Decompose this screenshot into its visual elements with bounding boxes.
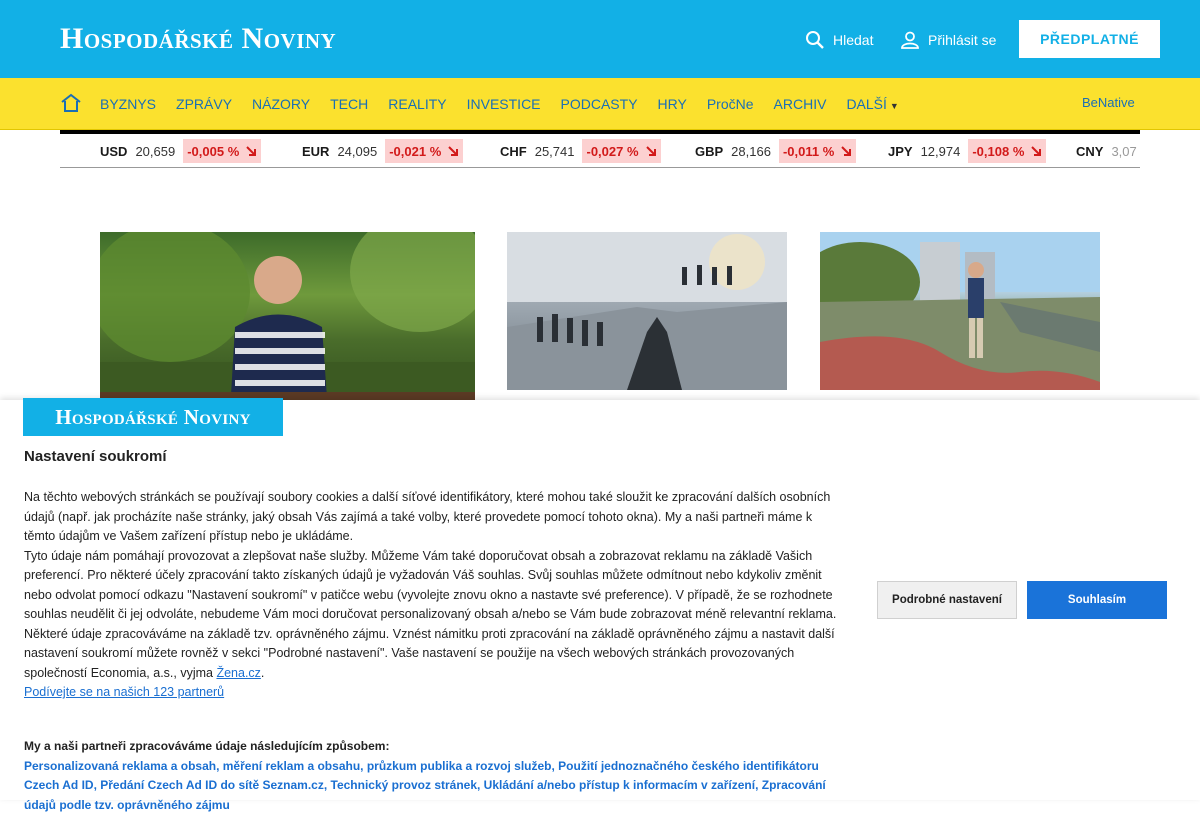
currency-rate: 28,166 [731,144,771,159]
arrow-down-right-icon [1030,145,1042,157]
ticker-item[interactable] [302,139,463,163]
currency-change [385,139,463,163]
login-button[interactable] [900,30,996,50]
change-value: -0,108 % [972,144,1024,159]
cookie-title: Nastavení soukromí [24,448,167,465]
user-icon [900,30,920,50]
currency-code: CHF [500,144,527,159]
nav-item-dalsi[interactable] [846,96,898,112]
currency-change [779,139,856,163]
search-icon [805,30,825,50]
currency-code: EUR [302,144,329,159]
currency-rate: 20,659 [135,144,175,159]
currency-rate: 24,095 [337,144,377,159]
ticker-item[interactable] [1076,139,1140,163]
benative-link[interactable]: BeNative [1082,95,1135,110]
nav-items [100,96,919,112]
nav-item-tech[interactable]: TECH [330,96,368,112]
site-logo[interactable]: Hospodářské Noviny [60,22,336,56]
currency-rate: 25,741 [535,144,575,159]
currency-change [183,139,261,163]
nav-item-reality[interactable]: REALITY [388,96,446,112]
ticker-item[interactable] [695,139,856,163]
article-photo-riverside [820,232,1100,390]
cookie-paragraph-text: Některé údaje zpracováváme na základě tzv. oprávněného zájmu. Vznést námitku proti zpracování na základě oprávněného zájmu a nastavit další nastavení soukromí můžete rovněž v sekci "Podrobné nastavení". Vaše nastavení se použije na všech webových stránkách provozovaných společností Economia, a.s., vyjma [24,627,835,680]
article-photo-chasm [507,232,787,390]
search-button[interactable] [805,30,873,50]
cookie-paragraph-end: . [261,666,264,680]
change-value: -0,027 % [586,144,638,159]
nav-item-zpravy[interactable]: ZPRÁVY [176,96,232,112]
arrow-down-right-icon [245,145,257,157]
change-value: -0,021 % [389,144,441,159]
currency-rate: 12,974 [921,144,961,159]
currency-code: CNY [1076,144,1103,159]
arrow-down-right-icon [645,145,657,157]
zena-link[interactable]: Žena.cz [216,666,260,680]
currency-rate: 3,07 [1111,144,1136,159]
currency-code: JPY [888,144,913,159]
article-image[interactable] [100,232,475,412]
nav-item-archiv[interactable]: ARCHIV [774,96,827,112]
nav-item-investice[interactable]: INVESTICE [467,96,541,112]
cookie-consent-dialog [0,400,1200,800]
login-label: Přihlásit se [928,32,996,48]
detailed-settings-button[interactable]: Podrobné nastavení [877,581,1017,619]
cookie-paragraph: Na těchto webových stránkách se používají soubory cookies a další síťové identifikátory, které mohou také sloužit ke zpracování dalších osobních údajů (např. jak procházíte naše stránky, jaký obsah Vás zajímá a také volby, které provedete pomocí tohoto okna). My a naši partneři máme k těmto údajům ve Vašem zařízení přístup nebo je ukládáme. [24,488,844,547]
nav-item-byznys[interactable]: BYZNYS [100,96,156,112]
currency-ticker [60,134,1140,168]
currency-change [968,139,1046,163]
ticker-item[interactable] [888,139,1046,163]
arrow-down-right-icon [840,145,852,157]
cookie-description [24,488,844,703]
ticker-item[interactable] [100,139,261,163]
article-image[interactable] [507,232,787,390]
change-value: -0,011 % [783,144,834,159]
arrow-down-right-icon [447,145,459,157]
currency-change [582,139,660,163]
cookie-paragraph: Tyto údaje nám pomáhají provozovat a zlepšovat naše služby. Můžeme Vám také doporučovat obsah a zobrazovat reklamu na základě Vašich preferencí. Pro některé účely zpracování takto získaných údajů je vyžadován Váš souhlas. Svůj souhlas můžete odmítnout nebo kdykoliv změnit nebo odvolat pomocí odkazu "Nastavení soukromí" v patičce webu (vyvolejte znovu okno a nastavte své preference). V případě, že se rozhodnete souhlas neudělit či jej odvoláte, nebudeme Vám moci doručovat personalizovaný obsah a/nebo se Vám bude zobrazovat méně relevantní reklama. [24,547,844,625]
nav-item-nazory[interactable]: NÁZORY [252,96,310,112]
purposes-heading: My a naši partneři zpracováváme údaje následujícím způsobem: [24,737,844,757]
purposes-list[interactable]: Personalizovaná reklama a obsah, měření reklam a obsahu, průzkum publika a rozvoj služeb, Použití jednoznačného českého identifikátoru Czech Ad ID, Předání Czech Ad ID do sítě Seznam.cz, Technický provoz stránek, Ukládání a/nebo přístup k informacím v zařízení, Zpracování údajů podle tzv. oprávněného zájmu [24,757,844,815]
nav-item-procne[interactable]: PročNe [707,96,754,112]
search-label: Hledat [833,32,873,48]
partners-link[interactable]: Podívejte se na našich 123 partnerů [24,685,224,699]
article-image[interactable] [820,232,1100,390]
cookie-logo: Hospodářské Noviny [23,398,283,436]
ticker-item[interactable] [500,139,661,163]
main-nav [0,78,1200,130]
nav-item-hry[interactable]: HRY [658,96,687,112]
currency-code: GBP [695,144,723,159]
change-value: -0,005 % [187,144,239,159]
cookie-paragraph [24,625,844,684]
subscribe-button[interactable]: PŘEDPLATNÉ [1019,20,1160,58]
article-photo-man [100,232,475,412]
top-header [0,0,1200,78]
home-link[interactable] [60,93,82,118]
accept-button[interactable]: Souhlasím [1027,581,1167,619]
caret-down-icon: ▼ [890,101,899,111]
home-icon [60,93,82,113]
nav-item-podcasty[interactable]: PODCASTY [561,96,638,112]
cookie-purposes [24,737,844,815]
currency-code: USD [100,144,127,159]
nav-item-dalsi-label: DALŠÍ [846,96,886,112]
